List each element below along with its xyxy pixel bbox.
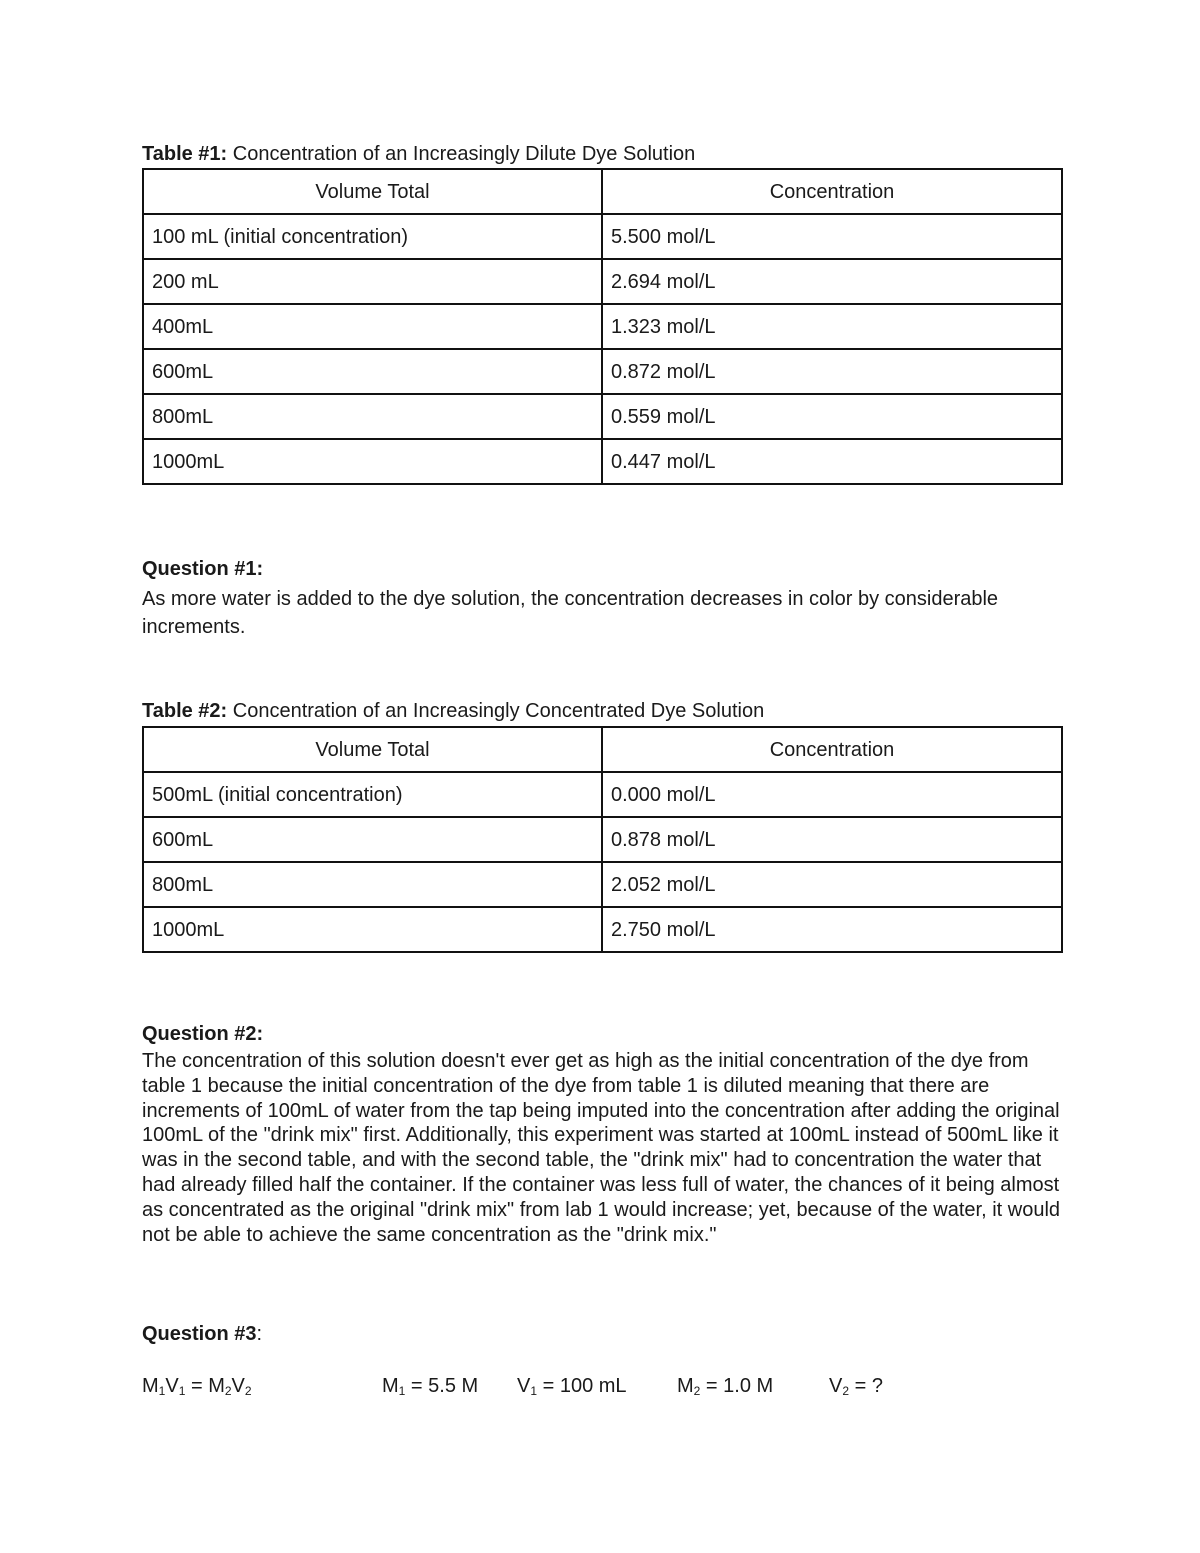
given-v2	[829, 1373, 883, 1404]
given-v2-symbol: V	[829, 1375, 843, 1397]
table2-cell-volume: 600mL	[143, 817, 602, 862]
table2-header-concentration: Concentration	[602, 727, 1062, 772]
table-row	[143, 214, 1062, 259]
table2-header-volume: Volume Total	[143, 727, 602, 772]
table-row	[143, 394, 1062, 439]
table-row	[143, 349, 1062, 394]
table1-cell-volume: 600mL	[143, 349, 602, 394]
question2-answer: The concentration of this solution doesn't ever get as high as the initial concentration of the dye from table 1 because the initial concentration of the dye from table 1 is diluted meaning that there are increments of 100mL of water from the tap being imputed into the concentration after adding the original 100mL of the "drink mix" first. Additionally, this experiment was started at 100mL instead of 500mL like it was in the second table, and with the second table, the "drink mix" had to concentration the water that had already filled half the container. If the container was less full of water, the chances of it being almost as concentrated as the original "drink mix" from lab 1 would increase; yet, because of the water, it would not be able to achieve the same concentration as the "drink mix."	[142, 1050, 1061, 1246]
given-v2-value: = ?	[849, 1375, 883, 1397]
table2-cell-concentration: 2.052 mol/L	[602, 862, 1062, 907]
given-m2	[677, 1373, 773, 1404]
given-m2-symbol: M	[677, 1375, 694, 1397]
table2	[142, 726, 1063, 953]
table2-cell-volume: 1000mL	[143, 907, 602, 952]
table1-cell-concentration: 5.500 mol/L	[602, 214, 1062, 259]
table2-caption	[142, 699, 764, 723]
given-v1-subscript: 1	[530, 1384, 538, 1398]
question1-answer: As more water is added to the dye solution, the concentration decreases in color by considerable increments.	[142, 588, 999, 638]
given-v1-value: = 100 mL	[537, 1375, 627, 1397]
table1-cell-concentration: 0.447 mol/L	[602, 439, 1062, 484]
question1-heading: Question #1:	[142, 558, 264, 580]
table2-cell-volume: 800mL	[143, 862, 602, 907]
table1-cell-volume: 400mL	[143, 304, 602, 349]
given-v2-subscript: 2	[842, 1384, 850, 1398]
equation-v2-symbol: V	[231, 1375, 245, 1397]
question3-heading-text: Question #3	[142, 1323, 257, 1345]
table1-cell-concentration: 0.872 mol/L	[602, 349, 1062, 394]
question2-heading: Question #2:	[142, 1023, 264, 1045]
question3-heading-colon: :	[256, 1323, 263, 1345]
table-row	[143, 439, 1062, 484]
given-m2-subscript: 2	[693, 1384, 701, 1398]
table1-header-concentration: Concentration	[602, 169, 1062, 214]
question3-heading	[142, 1322, 262, 1346]
given-m2-value: = 1.0 M	[700, 1375, 774, 1397]
table1	[142, 168, 1063, 485]
table1-label: Table #1:	[142, 143, 228, 165]
table1-header-volume: Volume Total	[143, 169, 602, 214]
given-m1-subscript: 1	[398, 1384, 406, 1398]
given-m1	[382, 1373, 478, 1404]
table1-cell-volume: 200 mL	[143, 259, 602, 304]
table2-cell-concentration: 0.000 mol/L	[602, 772, 1062, 817]
table1-header-row	[143, 169, 1062, 214]
table1-title: Concentration of an Increasingly Dilute Dye Solution	[232, 143, 696, 165]
table2-label: Table #2:	[142, 700, 228, 722]
table1-cell-volume: 1000mL	[143, 439, 602, 484]
table2-cell-concentration: 2.750 mol/L	[602, 907, 1062, 952]
given-v1	[517, 1373, 627, 1404]
table1-caption	[142, 142, 695, 166]
given-m1-value: = 5.5 M	[405, 1375, 479, 1397]
table-row	[143, 817, 1062, 862]
table2-cell-volume: 500mL (initial concentration)	[143, 772, 602, 817]
table1-cell-volume: 800mL	[143, 394, 602, 439]
equation-v1-subscript: 1	[178, 1384, 186, 1398]
table2-header-row	[143, 727, 1062, 772]
table-row	[143, 907, 1062, 952]
dilution-equation	[142, 1373, 252, 1404]
given-m1-symbol: M	[382, 1375, 399, 1397]
table1-cell-concentration: 0.559 mol/L	[602, 394, 1062, 439]
equation-m1-subscript: 1	[158, 1384, 166, 1398]
equation-v2-subscript: 2	[244, 1384, 252, 1398]
table1-cell-concentration: 1.323 mol/L	[602, 304, 1062, 349]
table-row	[143, 862, 1062, 907]
table-row	[143, 772, 1062, 817]
equation-v1-symbol: V	[165, 1375, 179, 1397]
table2-title: Concentration of an Increasingly Concentrated Dye Solution	[232, 700, 765, 722]
table1-cell-volume: 100 mL (initial concentration)	[143, 214, 602, 259]
equation-m1-symbol: M	[142, 1375, 159, 1397]
table-row	[143, 304, 1062, 349]
equation-equals: =	[185, 1375, 209, 1397]
equation-m2-subscript: 2	[224, 1384, 232, 1398]
given-v1-symbol: V	[517, 1375, 531, 1397]
table1-cell-concentration: 2.694 mol/L	[602, 259, 1062, 304]
equation-m2-symbol: M	[208, 1375, 225, 1397]
table-row	[143, 259, 1062, 304]
table2-cell-concentration: 0.878 mol/L	[602, 817, 1062, 862]
